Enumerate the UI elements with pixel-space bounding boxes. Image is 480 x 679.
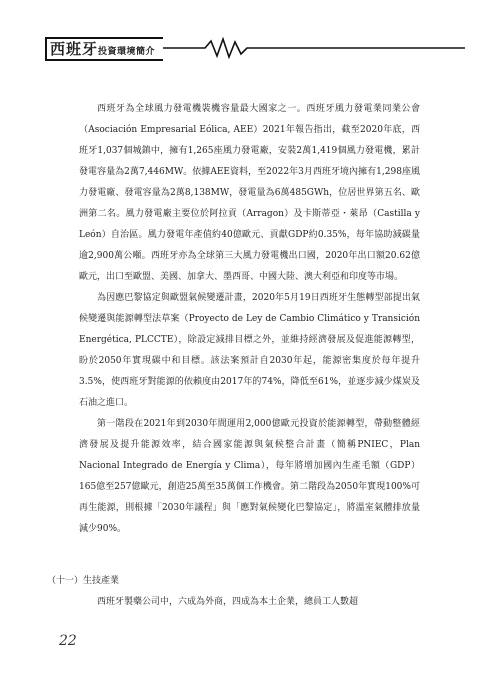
body-text [79, 99, 420, 540]
header-title-sub: 投資環境簡介 [98, 47, 156, 57]
paragraph-wind-power: 西班牙為全球風力發電機裝機容量最大國家之一。西班牙風力發電業同業公會（Asociación Empresarial Eólica, AEE）2021年報告指出，截至2020年底，西班牙1,037個城鎮中，擁有1,265座風力發電廠，安裝2萬1,419個風力發電機，累計發電容量為2萬7,446MW。依據AEE資料，至2022年3月西班牙境內擁有1,298座風力發電廠、發電容量為2萬8,138MW，發電量為6萬485GWh，位居世界第五名、歐洲第二名。風力發電廠主要位於阿拉貢（Arragon）及卡斯蒂亞・萊昂（Castilla y León）自治區。風力發電年產值約40億歐元、貢獻GDP約0.35%，每年協助減碳量逾2,900萬公噸。西班牙亦為全球第三大風力發電機出口國，2020年出口額20.62億歐元，出口至歐盟、美國、加拿大、墨西哥、中國大陸、澳大利亞和印度等市場。 [79, 104, 420, 282]
paragraph-climate-law: 為因應巴黎協定與歐盟氣候變遷計畫，2020年5月19日西班牙生態轉型部提出氣候變遷與能源轉型法草案（Proyecto de Ley de Cambio Climático y Transición Energética, PLCCTE），除設定減排目標之外，並維持經濟發展及促進能源轉型，盼於2050年實現碳中和目標。該法案預計自2030年起，能源密集度於每年提升3.5%，使西班牙對能源的依賴度由2017年的74%，降低至61%，並逐步減少煤炭及石油之進口。 [79, 293, 420, 408]
paragraph-energy-transition: 第一階段在2021年到2030年間運用2,000億歐元投資於能源轉型，帶動整體經濟發展及提升能源效率，結合國家能源與氣候整合計畫（簡稱PNIEC，Plan Nacional Integrado de Energía y Clima），每年將增加國內生產毛額（GDP）165億至257億歐元，創造25萬至35萬個工作機會。第二階段為2050年實現100%可再生能源，則根據「2030年議程」與「應對氣候變化巴黎協定」，將溫室氣體排放量減少90%。 [79, 419, 420, 534]
header-title-main: 西班牙 [50, 40, 99, 58]
header-title [45, 37, 163, 61]
page-number: 22 [59, 633, 77, 649]
paragraph-biotech [79, 592, 420, 613]
section-heading: （十一）生技產業 [47, 576, 120, 586]
running-header [45, 37, 465, 59]
paragraph-biotech-text: 西班牙製藥公司中，六成為外商，四成為本土企業，總員工人數超 [97, 597, 359, 607]
